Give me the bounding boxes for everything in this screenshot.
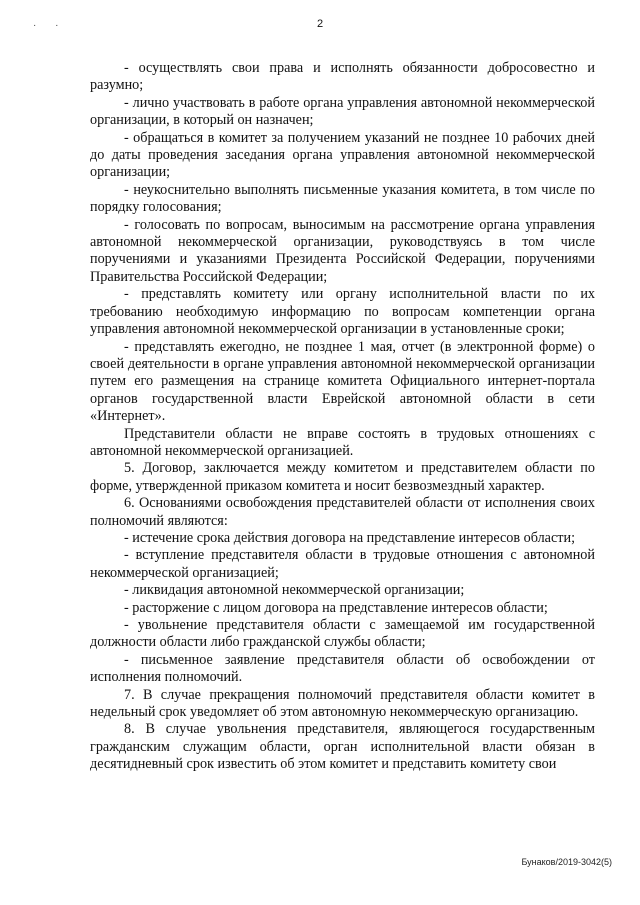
paragraph: - лично участвовать в работе органа управления автономной некоммерческой организации, в который он назначен;: [90, 94, 595, 129]
paragraph: - расторжение с лицом договора на представление интересов области;: [124, 599, 548, 616]
paragraph: - ликвидация автономной некоммерческой организации;: [124, 582, 465, 599]
paragraph: - обращаться в комитет за получением указаний не позднее 10 рабочих дней до даты проведения заседания органа управления автономной некоммерческой организации;: [90, 129, 595, 181]
paragraph: 6. Основаниями освобождения представителей области от исполнения своих полномочий являются:: [90, 495, 595, 529]
paragraph: - представлять ежегодно, не позднее 1 мая, отчет (в электронной форме) о своей деятельности в органе управления автономной некоммерческой организации путем его размещения на странице комитета Официального интернет-портала органов государственной власти Еврейской автономной области в сети «Интернет».: [90, 338, 595, 425]
paragraph: Представители области не вправе состоять в трудовых отношениях с автономной некоммерческой организацией.: [90, 425, 595, 459]
paragraph: - представлять комитету или органу исполнительной власти по их требованию необходимую информацию по вопросам компетенции органа управления автономной некоммерческой организации в установленные сроки;: [90, 286, 595, 338]
paragraph: 5. Договор, заключается между комитетом и представителем области по форме, утвержденной приказом комитета и носит безвозмездный характер.: [90, 460, 595, 494]
paragraph: 7. В случае прекращения полномочий представителя области комитет в недельный срок уведомляет об этом автономную некоммерческую организацию.: [90, 686, 595, 721]
document-body: [90, 60, 595, 774]
paragraph: - осуществлять свои права и исполнять обязанности добросовестно и разумно;: [90, 60, 595, 94]
scan-marks: · ·: [33, 20, 67, 31]
paragraph: - истечение срока действия договора на представление интересов области;: [124, 529, 576, 546]
paragraph: - вступление представителя области в трудовые отношения с автономной некоммерческой организацией;: [90, 547, 595, 581]
document-footer-code: Бунаков/2019-3042(5): [521, 857, 612, 867]
paragraph: - голосовать по вопросам, выносимым на рассмотрение органа управления автономной некоммерческой организации, руководствуясь в том числе поручениями и указаниями Президента Российской Федерации, поручениями Правительства Российской Федерации;: [90, 216, 595, 285]
paragraph: 8. В случае увольнения представителя, являющегося государственным гражданским служащим области, орган исполнительной власти обязан в десятидневный срок известить об этом комитет и представить комитету свои: [90, 721, 595, 773]
paragraph: - письменное заявление представителя области об освобождении от исполнения полномочий.: [90, 651, 595, 686]
paragraph: - неукоснительно выполнять письменные указания комитета, в том числе по порядку голосования;: [90, 181, 595, 216]
page-number: 2: [316, 18, 324, 30]
paragraph: - увольнение представителя области с замещаемой им государственной должности области либо гражданской службы области;: [90, 617, 595, 651]
